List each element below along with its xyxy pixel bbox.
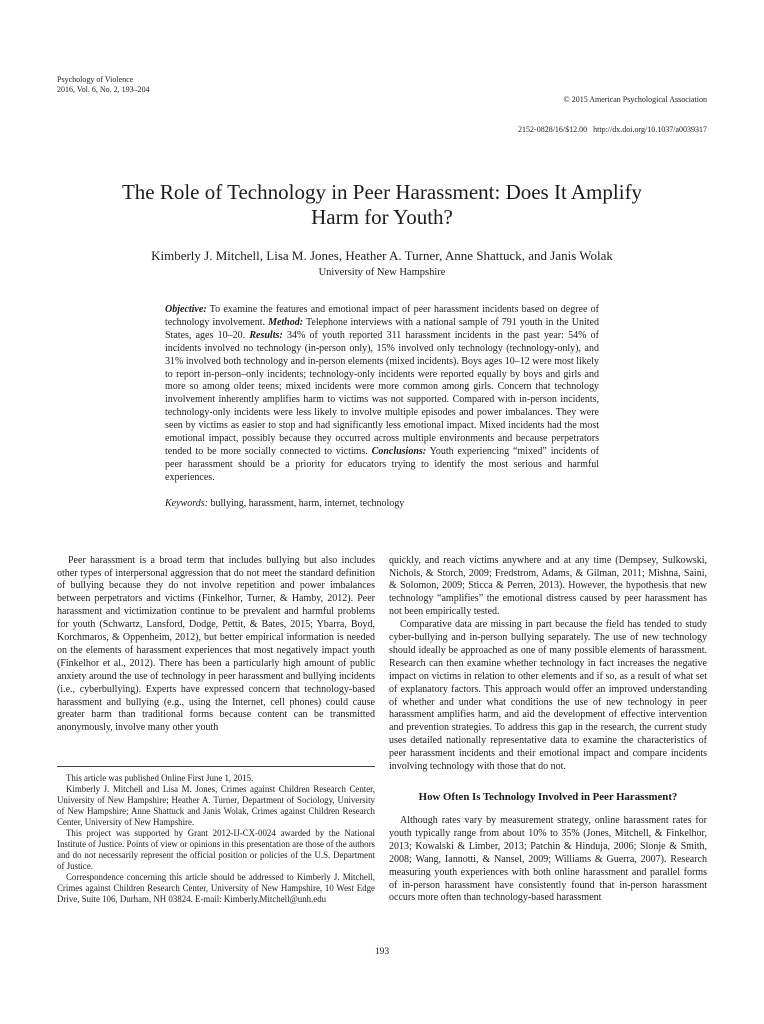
copyright-line: © 2015 American Psychological Association [563,95,707,104]
body-paragraph: Comparative data are missing in part because the field has tended to study cyber-bullying and in-person bullying separately. The use of new technology should ideally be approached as one of many possible elements of harassment. Research can then examine whether technology in fact increases the negative impact on victims in relation to other elements and if so, as a result of what set of explanatory factors. This approach would offer an improved understanding of whether and under what conditions the use of new technology in peer harassment amplifies harm, and aid the development of effective intervention and prevention strategies. To address this gap in the research, the current study uses detailed nationally representative data to examine the characteristics of peer harassment incidents and their emotional impact and compare incidents involving technology with those that do not. [389,619,707,773]
section-heading: How Often Is Technology Involved in Peer Harassment? [418,791,678,803]
left-column [57,555,375,906]
page-number: 193 [374,947,390,957]
author-note [57,773,375,905]
right-column [389,555,707,906]
journal-header-left [57,75,150,155]
journal-header-right [518,75,707,155]
body-paragraph: Peer harassment is a broad term that includes bullying but also includes other types of interpersonal aggression that do not meet the standard definition of bullying because they do not involve repetition and power imbalances between perpetrators and victims (Finkelhor, Turner, & Hamby, 2012). Peer harassment and victimization continue to be prevalent and harmful problems for youth (Schwartz, Lansford, Dodge, Pettit, & Bates, 2015; Ybarra, Boyd, Korchmaros, & Oppenheim, 2012), but better empirical information is needed on the elements of harassment experiences that most negatively impact youth (Finkelhor et al., 2012). There has been a particularly high amount of public anxiety around the use of technology in peer harassment and bullying incidents (i.e., cyberbullying). Experts have expressed concern that technology-based harassment and bullying (e.g., using the Internet, cell phones) could cause greater harm than traditional forms because content can be transmitted anonymously, involve many other youth [57,554,375,734]
body-paragraph: quickly, and reach victims anywhere and at any time (Dempsey, Sulkowski, Nichols, & Storch, 2009; Fredstrom, Adams, & Gilman, 2011; Mishna, Saini, & Solomon, 2009; Sticca & Perren, 2013). However, the hypothesis that new technology “amplifies” the emotional distress caused by peer harassment has not been empirically tested. [389,554,707,618]
footnote-paragraph: Kimberly J. Mitchell and Lisa M. Jones, Crimes against Children Research Center, University of New Hampshire; Heather A. Turner, Department of Sociology, University of New Hampshire; Anne Shattuck and Janis Wolak, Crimes against Children Research Center, University of New Hampshire. [57,784,375,828]
article-title: The Role of Technology in Peer Harassment: Does It Amplify Harm for Youth? [121,180,643,229]
keywords-line: Keywords: bullying, harassment, harm, internet, technology [165,497,405,509]
footnote-paragraph: This project was supported by Grant 2012-IJ-CX-0024 awarded by the National Institute of Justice. Points of view or opinions in this presentation are those of the authors and do not necessarily represent the official position or policies of the U.S. Department of Justice. [57,828,375,872]
authors-line: Kimberly J. Mitchell, Lisa M. Jones, Heather A. Turner, Anne Shattuck, and Janis Wolak [151,248,613,263]
issn-doi-line: 2152-0828/16/$12.00 http://dx.doi.org/10.1037/a0039317 [518,125,707,134]
affiliation: University of New Hampshire [318,267,446,278]
footnote-divider [57,766,375,767]
body-paragraph: Although rates vary by measurement strategy, online harassment rates for youth typically range from about 10% to 35% (Jones, Mitchell, & Finkelhor, 2013; Kowalski & Limber, 2013; Patchin & Hinduja, 2006; Slonje & Smith, 2008; Wang, Iannotti, & Nansel, 2009; Williams & Guerra, 2007). Research measuring youth experiences with both online harassment and parallel forms of in-person harassment have consistently found that in-person harassment occurs more often than technology-based harassment [389,815,707,904]
abstract: Objective: To examine the features and emotional impact of peer harassment incidents based on degree of technology involvement. Method: Telephone interviews with a national sample of 791 youth in the United States, ages 10–20. Results: 34% of youth reported 311 harassment incidents in the past year: 54% of incidents involved no technology (in-person only), 15% involved only technology (technology-only), and 31% involved both technology and in-person elements (mixed incidents). Boys ages 10–12 were most likely to report in-person–only incidents; technology-only incidents were reported equally by boys and girls and more so among older teens; mixed incidents were more common among girls. Concern that technology involvement inherently amplifies harm to victims was not supported. Compared with in-person incidents, technology-only incidents were less likely to involve multiple episodes and power imbalances. They were seen by victims as easier to stop and had significantly less emotional impact. Mixed incidents had the most emotional impact, possibly because they occurred across multiple environments and because perpetrators tended to be more socially connected to victims. Conclusions: Youth experiencing “mixed” incidents of peer harassment should be a priority for educators trying to identify the most serious and harmful experiences. [165,304,599,483]
footnote-paragraph: Correspondence concerning this article should be addressed to Kimberly J. Mitchell, Crimes against Children Research Center, University of New Hampshire, 10 West Edge Drive, Suite 106, Durham, NH 03824. E-mail: Kimberly.Mitchell@unh.edu [57,872,375,905]
journal-volume-line: 2016, Vol. 6, No. 2, 193–204 [57,85,150,94]
footnote-paragraph: This article was published Online First June 1, 2015. [66,773,254,784]
body-columns [57,555,707,906]
journal-header [57,75,707,155]
journal-name: Psychology of Violence [57,75,134,84]
